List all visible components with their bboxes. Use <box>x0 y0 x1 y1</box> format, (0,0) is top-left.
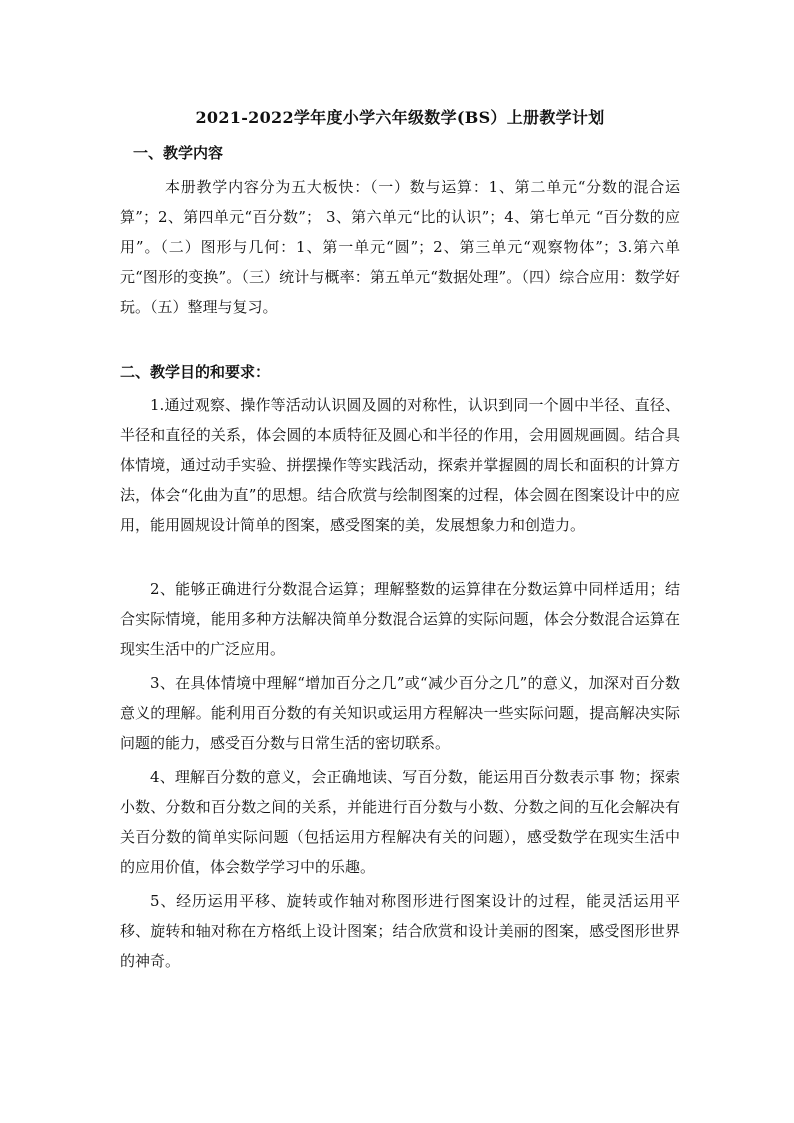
section-heading-teaching-content: 一、教学内容 <box>133 144 224 162</box>
teaching-content-paragraph: 本册教学内容分为五大板快：（一）数与运算：1、第二单元“分数的混合运算”；2、第四单元“百分数”； 3、第六单元“比的认识”；4、第七单元 “百分数的应用”。（二）图形与几何：1、第一单元“圆”；2、第三单元“观察物体”；3.第六单元“图形的变换”。（三）统计与概率：第五单元“数据处理”。（四）综合应用：数学好玩。（五）整理与复习。 <box>120 178 680 316</box>
goal-paragraph-4: 4、理解百分数的意义，会正确地读、写百分数，能运用百分数表示事 物；探索小数、分数和百分数之间的关系，并能进行百分数与小数、分数之间的互化会解决有关百分数的简单实际问题（包括运用方程解决有关的问题），感受数学在现实生活中的应用价值，体会数学学习中的乐趣。 <box>120 768 680 876</box>
goal-paragraph-2: 2、能够正确进行分数混合运算；理解整数的运算律在分数运算中同样适用；结合实际情境，能用多种方法解决简单分数混合运算的实际问题，体会分数混合运算在现实生活中的广泛应用。 <box>120 580 680 658</box>
goal-paragraph-5: 5、经历运用平移、旋转或作轴对称图形进行图案设计的过程，能灵活运用平移、旋转和轴对称在方格纸上设计图案；结合欣赏和设计美丽的图案，感受图形世界的神奇。 <box>120 892 680 970</box>
goal-paragraph-3: 3、在具体情境中理解“增加百分之几”或“减少百分之几”的意义，加深对百分数意义的理解。能利用百分数的有关知识或运用方程解决一些实际问题，提高解决实际问题的能力，感受百分数与日常生活的密切联系。 <box>120 674 680 752</box>
section-heading-goals-requirements: 二、教学目的和要求： <box>120 363 271 381</box>
document-title: 2021-2022学年度小学六年级数学(BS）上册教学计划 <box>195 108 605 127</box>
goal-paragraph-1: 1.通过观察、操作等活动认识圆及圆的对称性，认识到同一个圆中半径、直径、半径和直径的关系，体会圆的本质特征及圆心和半径的作用，会用圆规画圆。结合具体情境，通过动手实验、拼摆操作等实践活动，探索并掌握圆的周长和面积的计算方法，体会“化曲为直”的思想。结合欣赏与绘制图案的过程，体会圆在图案设计中的应用，能用圆规设计简单的图案，感受图案的美，发展想象力和创造力。 <box>120 396 680 534</box>
